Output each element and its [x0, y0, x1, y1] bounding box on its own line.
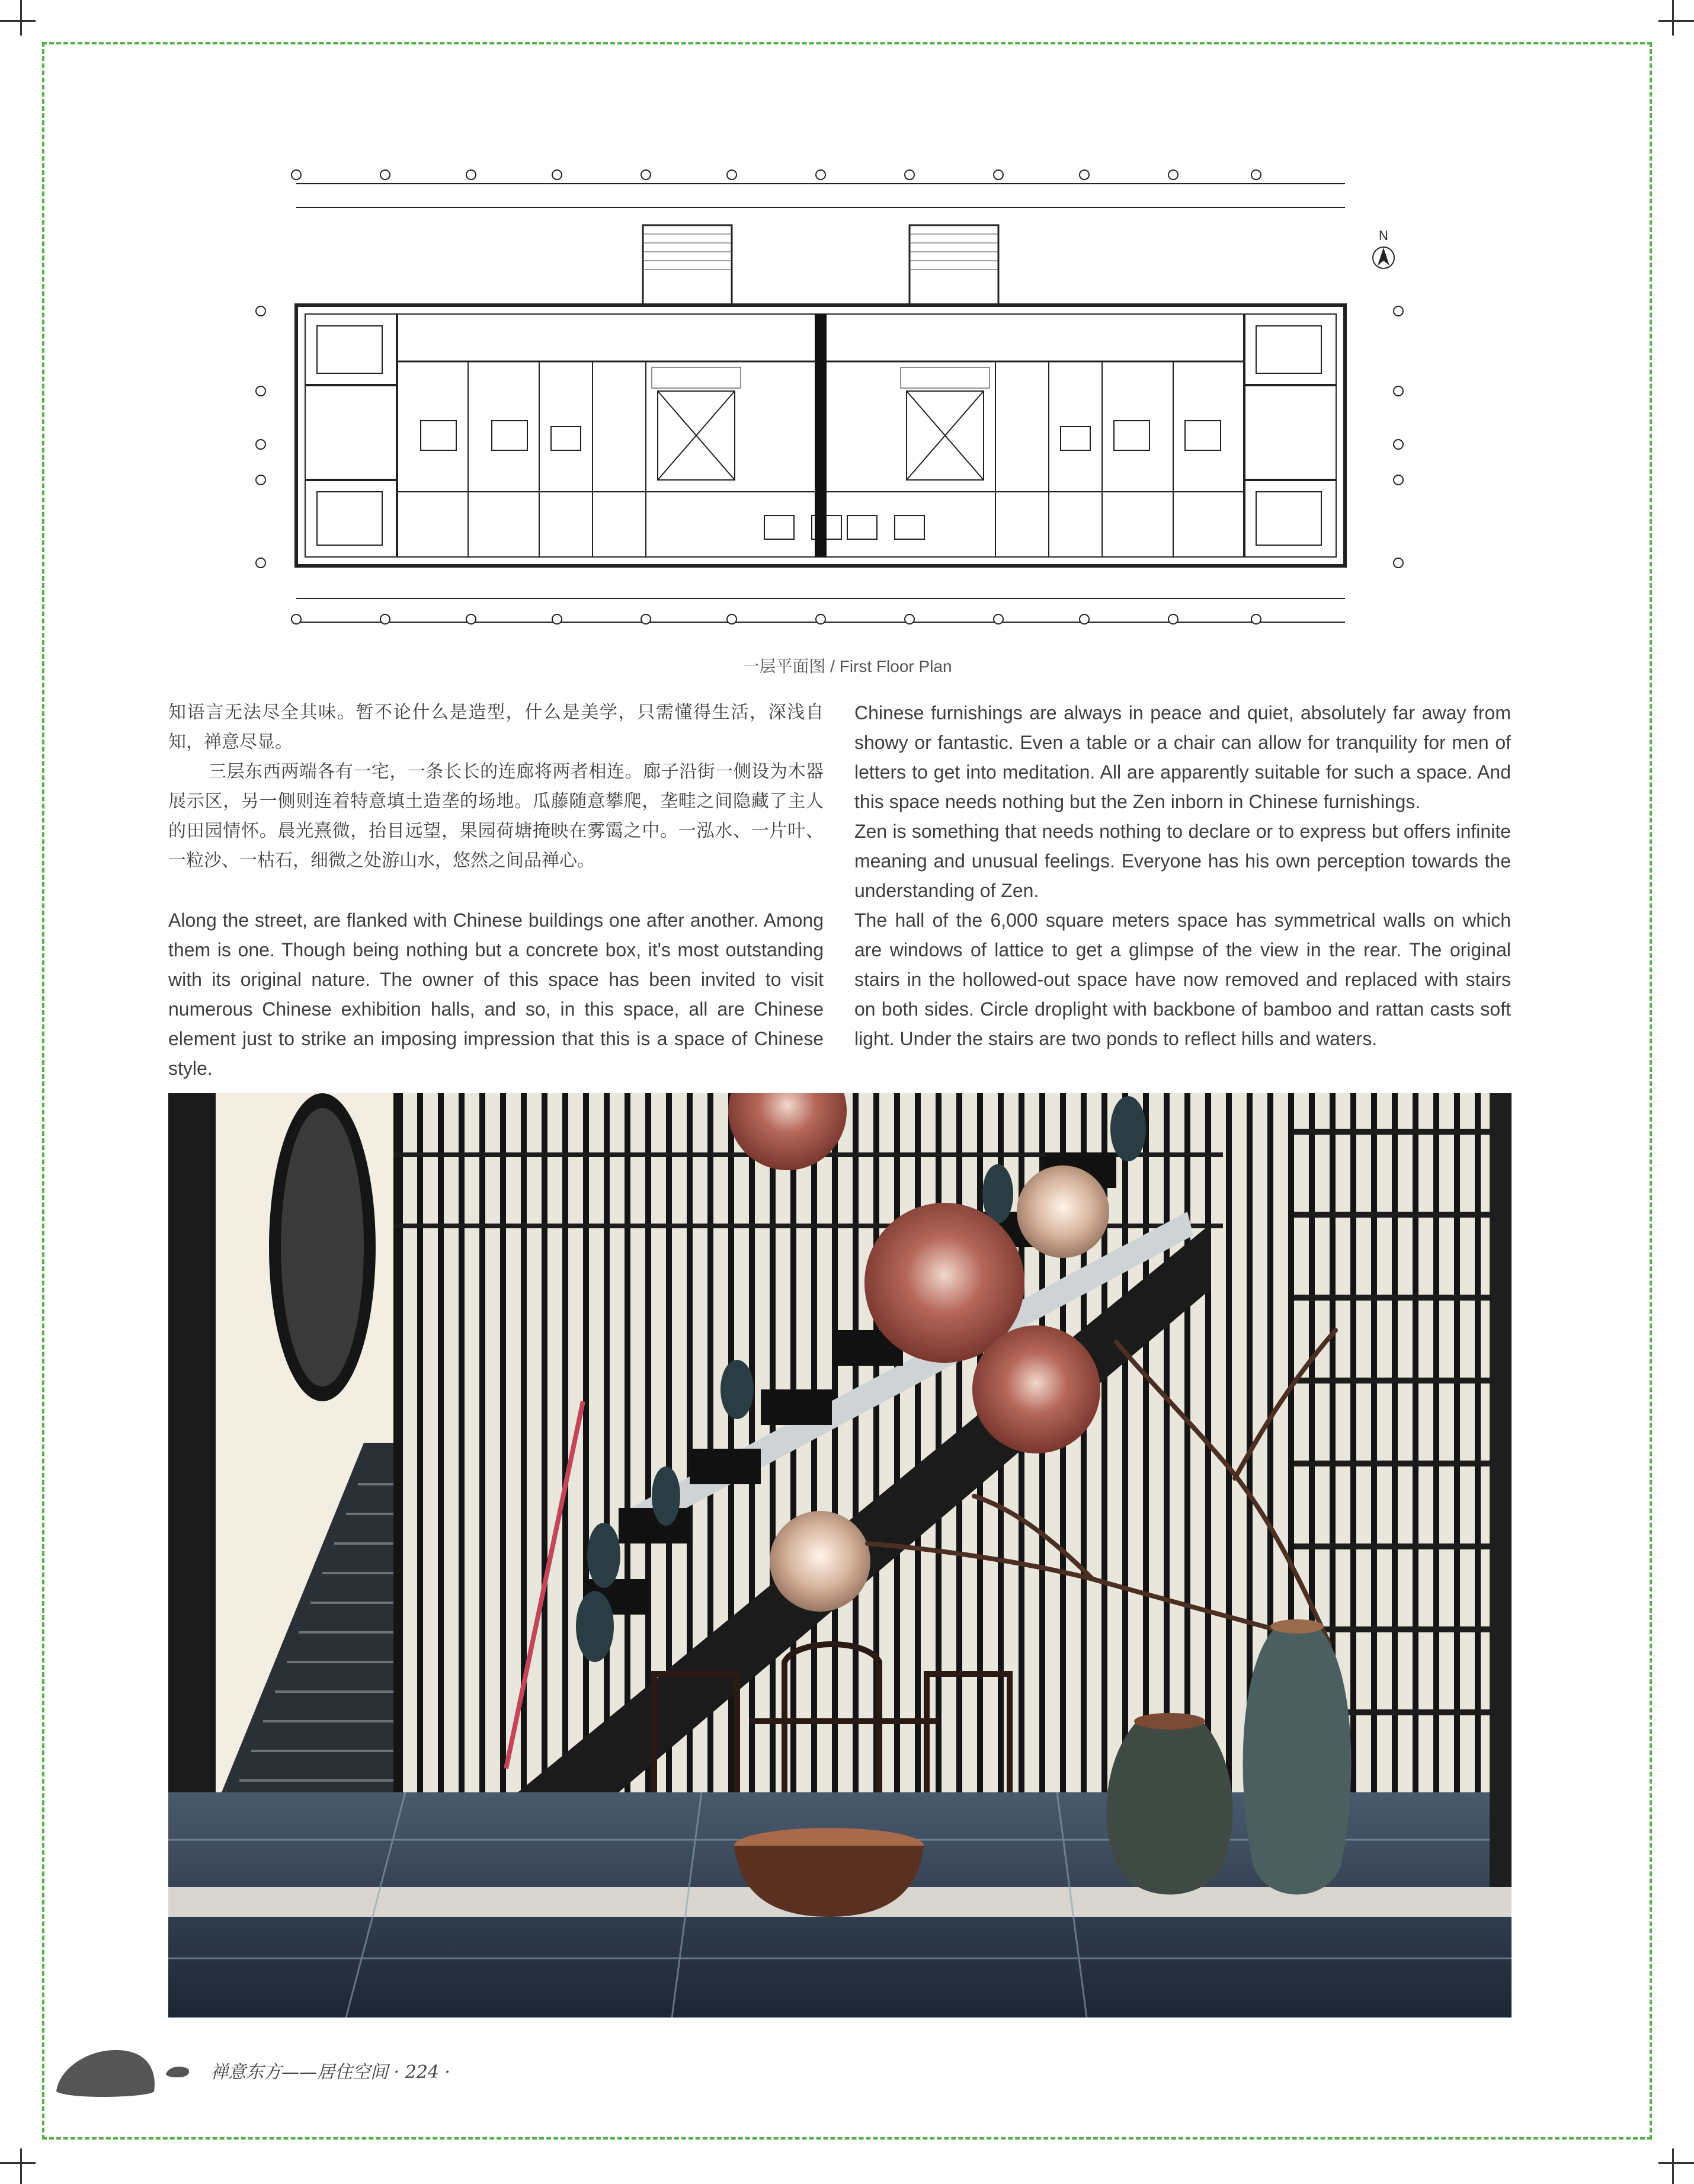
- right-text-column: [854, 698, 1511, 1053]
- north-arrow-icon: [1373, 247, 1394, 268]
- zh-paragraph-1: 知语言无法尽全其味。暂不论什么是造型，什么是美学，只需懂得生活，深浅自知，禅意尽显。: [168, 702, 824, 752]
- crop-mark: [20, 2148, 22, 2184]
- crop-mark: [0, 20, 36, 22]
- zh-paragraph-2: 三层东西两端各有一宅，一条长长的连廊将两者相连。廊子沿街一侧设为木器展示区，另一侧则连着特意填土造垄的场地。瓜藤随意攀爬，垄畦之间隐藏了主人的田园情怀。晨光熹微，抬目远望，果园荷塘掩映在雾霭之中。一泓水、一片叶、一粒沙、一枯石，细微之处游山水，悠然之间品禅心。: [168, 761, 824, 871]
- plan-caption: 一层平面图 / First Floor Plan: [742, 657, 952, 675]
- crop-mark: [1658, 2162, 1694, 2164]
- left-text-column: [168, 698, 824, 1083]
- crop-mark: [1672, 2148, 1674, 2184]
- crop-mark: [1672, 0, 1674, 36]
- interior-photo: [168, 1093, 1512, 2018]
- en-paragraph-1: Along the street, are flanked with Chinese buildings one after another. Among them is one. Though being nothing but a concrete box, it's most outstanding with its original nature. The owner of this space has been invited to visit numerous Chinese exhibition halls, and so, in this space, all are Chinese element just to strike an imposing impression that this is a space of Chinese style.: [168, 910, 824, 1079]
- crop-mark: [20, 0, 22, 36]
- en-paragraph-2: Chinese furnishings are always in peace and quiet, absolutely far away from showy or fantastic. Even a table or a chair can allow for tranquility for men of letters to get into meditation. All are apparently suitable for such a space. And this space needs nothing but the Zen inborn in Chinese furnishings.: [854, 702, 1511, 812]
- ink-stone-icon: [53, 2038, 196, 2103]
- floor-plan: [249, 148, 1434, 652]
- interior-photo-illustration: [168, 1093, 1512, 2018]
- paragraph-gap: [168, 876, 824, 905]
- crop-mark: [1658, 20, 1694, 22]
- floor-plan-drawing: [249, 148, 1434, 652]
- en-paragraph-4: The hall of the 6,000 square meters space has symmetrical walls on which are windows of lattice to get a glimpse of the view in the rear. The original stairs in the hollowed-out space have now removed and replaced with stairs on both sides. Circle droplight with backbone of bamboo and rattan casts soft light. Under the stairs are two ponds to reflect hills and waters.: [854, 910, 1511, 1049]
- en-paragraph-3: Zen is something that needs nothing to declare or to express but offers infinite meaning and unusual feelings. Everyone has his own perception towards the understanding of Zen.: [854, 821, 1511, 901]
- page-footer: [53, 2038, 587, 2103]
- north-label: N: [1379, 228, 1388, 243]
- footer-text: 禅意东方——居住空间 · 224 ·: [210, 2062, 450, 2083]
- crop-mark: [0, 2162, 36, 2164]
